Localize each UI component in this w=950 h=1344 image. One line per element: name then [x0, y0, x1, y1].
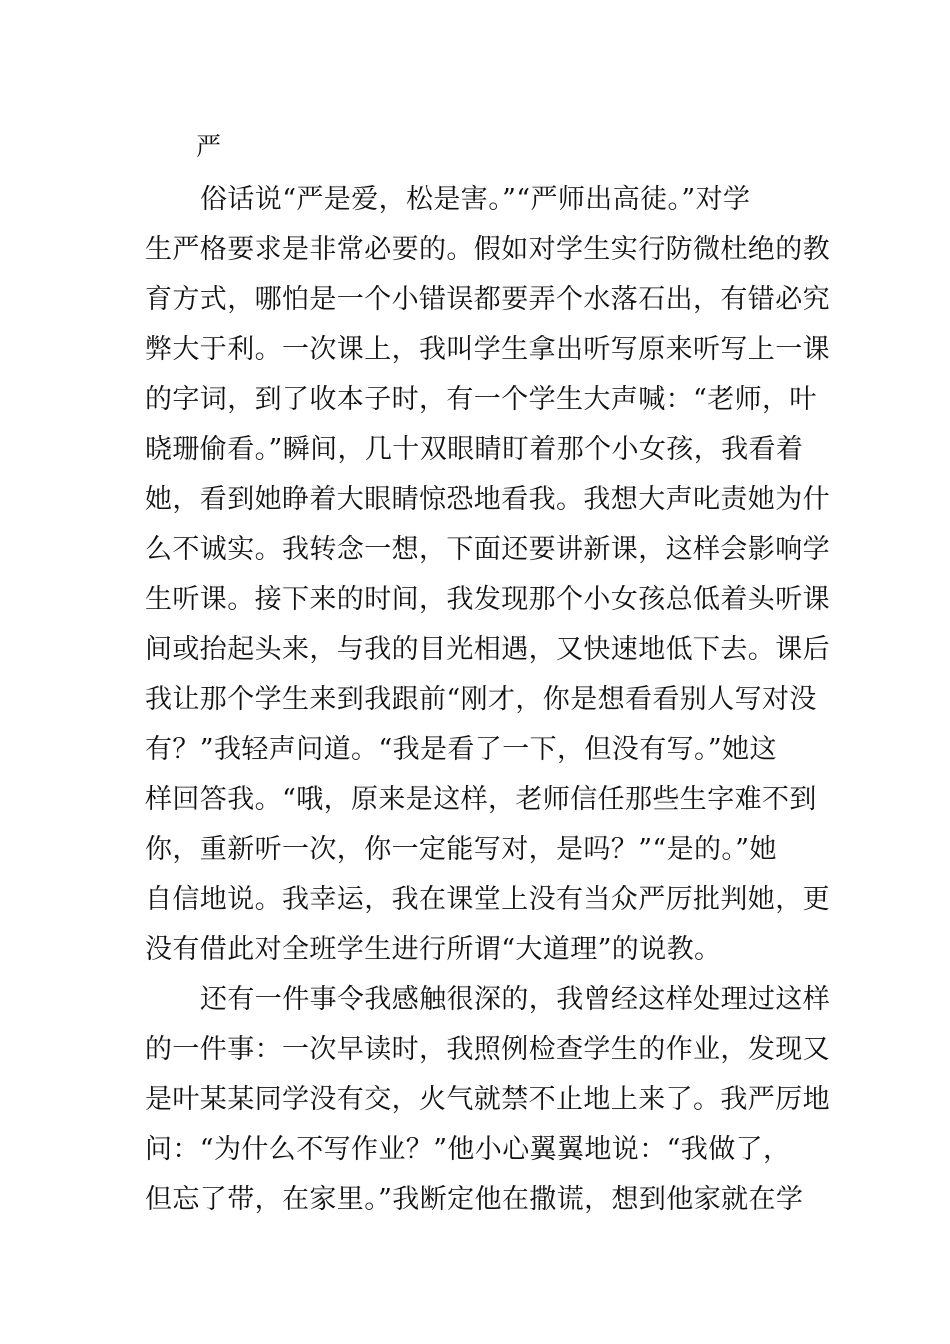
text-line: 俗话说“严是爱，松是害。”“严师出高徒。”对学 [200, 184, 751, 215]
text-line: 么不诚实。我转念一想，下面还要讲新课，这样会影响学 [145, 534, 830, 565]
text-line: 生严格要求是非常必要的。假如对学生实行防微杜绝的教 [145, 234, 830, 265]
text-line: 你，重新听一次，你一定能写对，是吗？”“是的。”她 [145, 834, 777, 865]
text-line: 问：“为什么不写作业？”他小心翼翼地说：“我做了， [145, 1134, 791, 1165]
text-line: 生听课。接下来的时间，我发现那个小女孩总低着头听课 [145, 584, 830, 615]
text-line: 间或抬起头来，与我的目光相遇，又快速地低下去。课后 [145, 634, 830, 665]
text-line: 晓珊偷看。”瞬间，几十双眼睛盯着那个小女孩，我看着 [145, 434, 804, 465]
text-line: 的一件事：一次早读时，我照例检查学生的作业，发现又 [145, 1034, 830, 1065]
text-line: 育方式，哪怕是一个小错误都要弄个水落石出，有错必究 [145, 284, 830, 315]
text-line: 的字词，到了收本子时，有一个学生大声喊：“老师，叶 [145, 384, 817, 415]
text-line: 样回答我。“哦，原来是这样，老师信任那些生字难不到 [145, 784, 817, 815]
document-title: 严 [196, 132, 222, 161]
text-line: 没有借此对全班学生进行所谓“大道理”的说教。 [145, 934, 722, 965]
text-line: 自信地说。我幸运，我在课堂上没有当众严厉批判她，更 [145, 884, 830, 915]
text-line: 但忘了带，在家里。”我断定他在撒谎，想到他家就在学 [145, 1184, 804, 1215]
text-line: 我让那个学生来到我跟前“刚才，你是想看看别人写对没 [145, 684, 817, 715]
text-line: 弊大于利。一次课上，我叫学生拿出听写原来听写上一课 [145, 334, 830, 365]
text-line: 还有一件事令我感触很深的，我曾经这样处理过这样 [200, 984, 831, 1015]
text-line: 是叶某某同学没有交，火气就禁不止地上来了。我严厉地 [145, 1084, 830, 1115]
text-line: 她，看到她睁着大眼睛惊恐地看我。我想大声叱责她为什 [145, 484, 830, 515]
text-line: 有？”我轻声问道。“我是看了一下，但没有写。”她这 [145, 734, 777, 765]
